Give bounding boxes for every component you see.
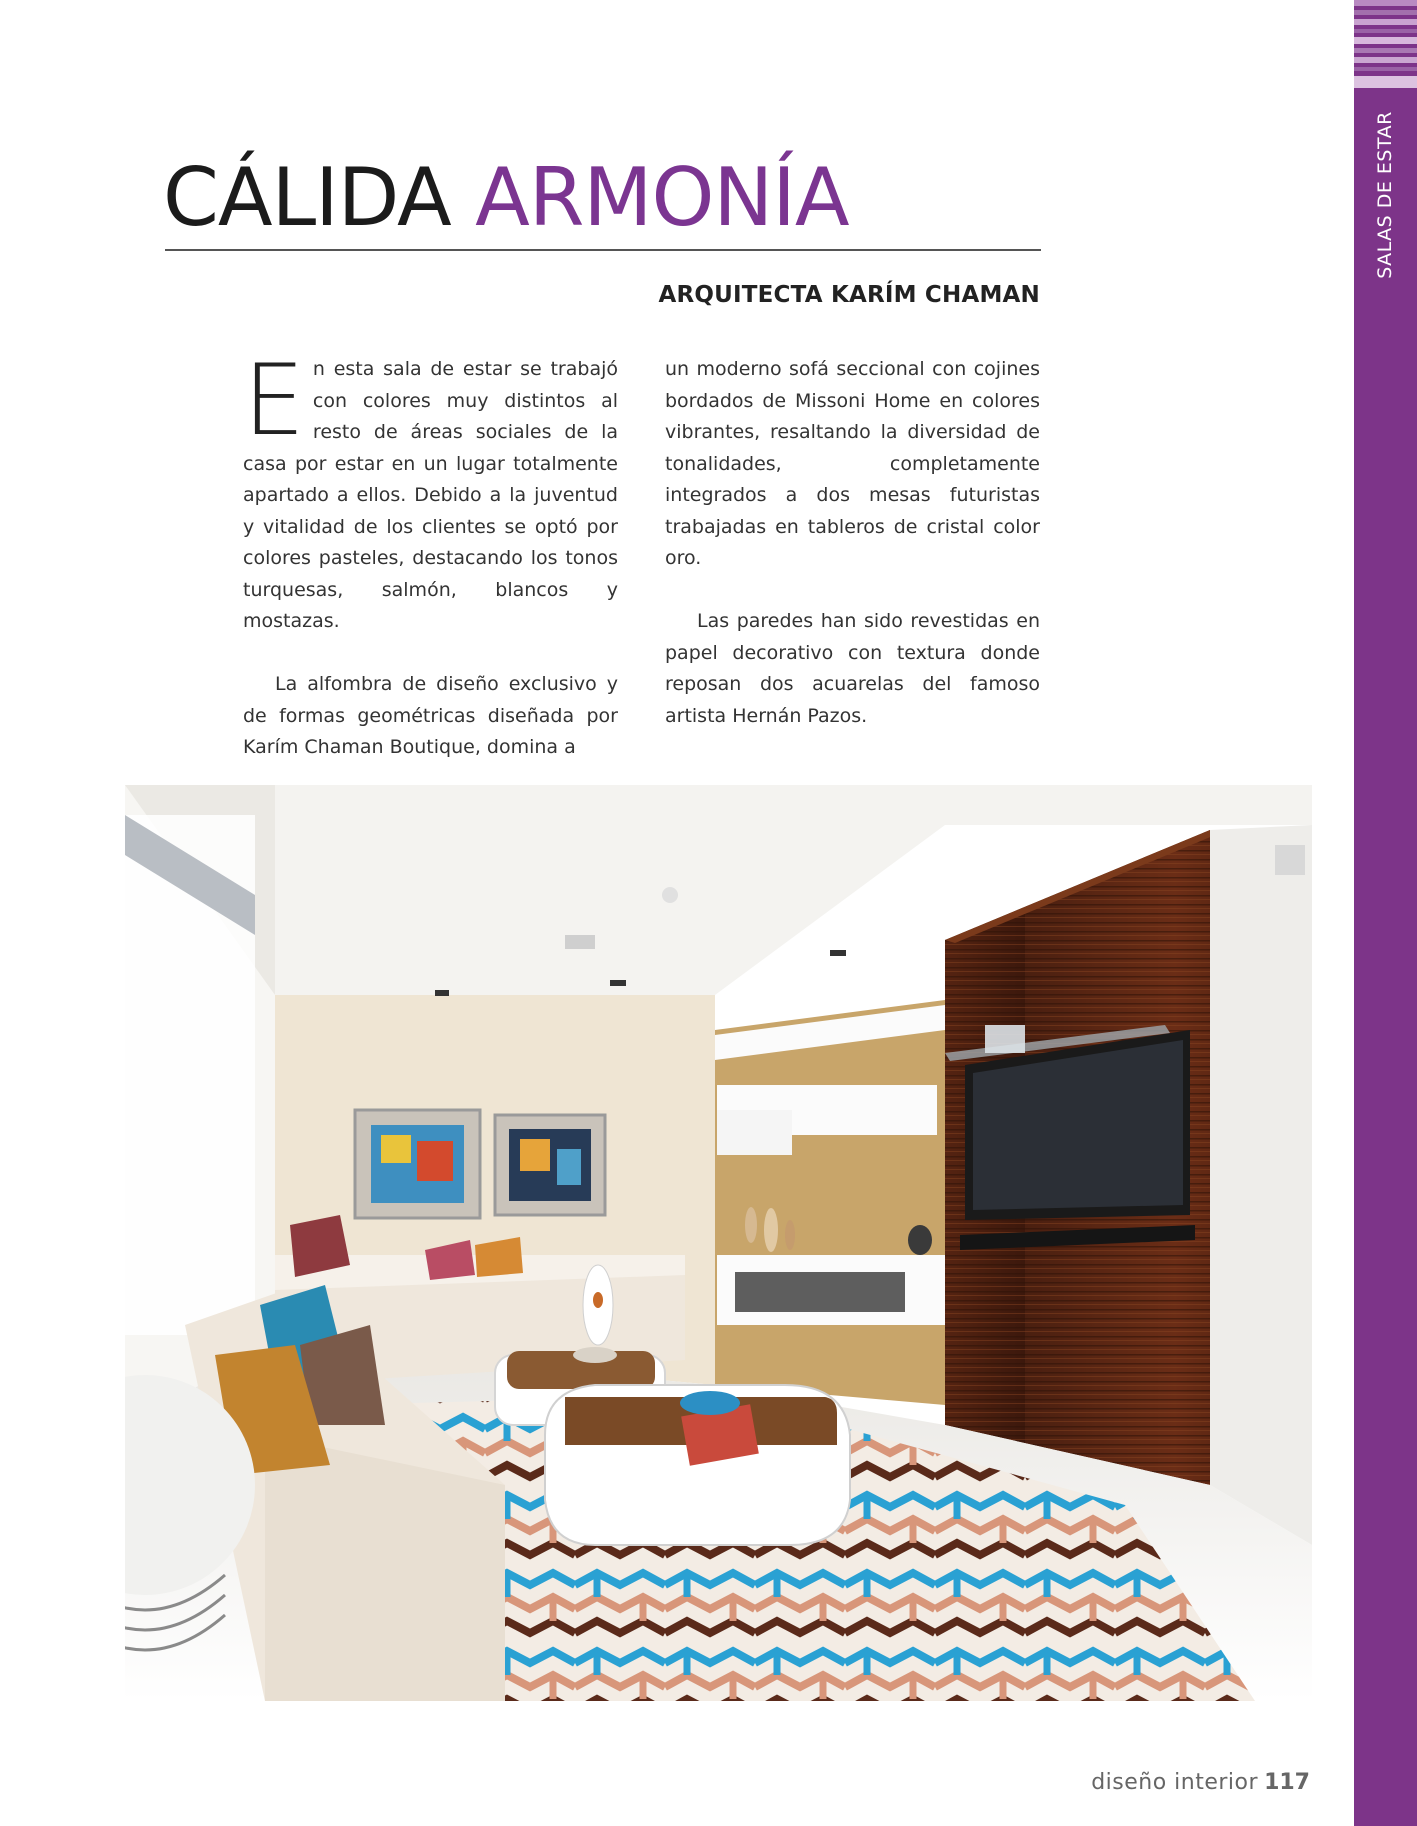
paragraph (243, 344, 618, 638)
page-number: 117 (1264, 1770, 1310, 1795)
section-label-text: SALAS DE ESTAR (1374, 111, 1397, 279)
section-label (1361, 110, 1409, 280)
title-part-2: ARMONÍA (475, 151, 849, 244)
magazine-name: diseño interior (1091, 1770, 1259, 1795)
title-part-1: CÁLIDA (163, 151, 451, 244)
paragraph: Las paredes han sido revestidas en papel decorativo con textura donde reposan dos acuarelas del famoso artista Hernán Pazos. (665, 610, 1040, 727)
author-byline: ARQUITECTA KARÍM CHAMAN (658, 282, 1040, 308)
article-title (163, 150, 849, 246)
paragraph-text: n esta sala de estar se trabajó con colores muy distintos al resto de áreas sociales de la casa por estar en un lugar totalmente apartado a ellos. Debido a la juventud y vitalidad de los clientes se optó por colores pasteles, destacando los tonos turquesas, salmón, blancos y mostazas. (243, 358, 618, 632)
title-divider (165, 249, 1041, 251)
paragraph: un moderno sofá seccional con cojines bordados de Missoni Home en colores vibrantes, resaltando la diversidad de tonalidades, completamente integrados a dos mesas futuristas trabajadas en tableros de cristal color oro. (665, 358, 1040, 569)
paragraph: La alfombra de diseño exclusivo y de formas geométricas diseñada por Karím Chaman Boutique, domina a (243, 673, 618, 758)
living-room-photo (125, 785, 1312, 1701)
text-column-right (665, 354, 1040, 732)
sidebar-stripes (1354, 0, 1417, 92)
drop-cap: E (243, 344, 305, 458)
text-column-left (243, 344, 618, 764)
page-footer (1000, 1770, 1310, 1795)
